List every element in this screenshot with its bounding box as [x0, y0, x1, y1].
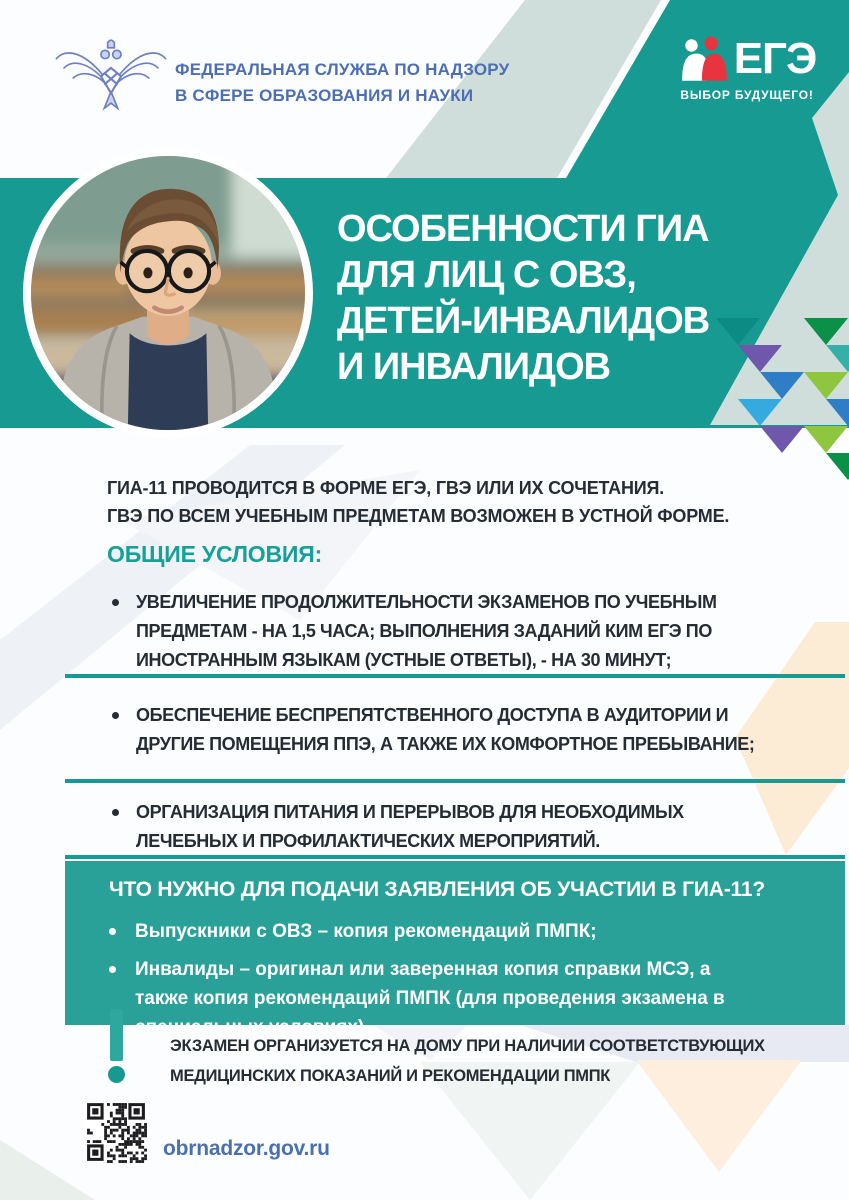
- ege-wordmark: ЕГЭ: [733, 34, 817, 83]
- intro-line1: ГИА-11 ПРОВОДИТСЯ В ФОРМЕ ЕГЭ, ГВЭ ИЛИ ИХ СОЧЕТАНИЯ.: [107, 478, 665, 498]
- agency-name-line1: ФЕДЕРАЛЬНАЯ СЛУЖБА ПО НАДЗОРУ: [175, 60, 510, 79]
- intro-text: [107, 474, 729, 530]
- application-box-heading: ЧТО НУЖНО ДЛЯ ПОДАЧИ ЗАЯВЛЕНИЯ ОБ УЧАСТИИ В ГИА-11?: [109, 878, 765, 901]
- poster-title: [337, 206, 709, 390]
- condition-item-1-text: УВЕЛИЧЕНИЕ ПРОДОЛЖИТЕЛЬНОСТИ ЭКЗАМЕНОВ ПО УЧЕБНЫМ ПРЕДМЕТАМ - НА 1,5 ЧАСА; ВЫПОЛНЕНИЯ ЗАДАНИЙ КИМ ЕГЭ ПО ИНОСТРАННЫМ ЯЗЫКАМ (УСТНЫЕ ОТВЕТЫ), - НА 30 МИНУТ;: [136, 592, 717, 670]
- bullet-dot: [109, 966, 116, 973]
- divider-line: [65, 779, 845, 783]
- bullet-dot: [109, 928, 116, 935]
- general-conditions-heading: ОБЩИЕ УСЛОВИЯ:: [107, 541, 323, 567]
- bullet-dot: [112, 599, 119, 606]
- divider-line: [65, 674, 845, 678]
- mosaic-triangle: [804, 426, 848, 453]
- title-line: И ИНВАЛИДОВ: [337, 346, 611, 388]
- title-line: ДЕТЕЙ-ИНВАЛИДОВ: [337, 300, 710, 342]
- condition-item-3: [136, 798, 776, 856]
- condition-item-3-text: ОРГАНИЗАЦИЯ ПИТАНИЯ И ПЕРЕРЫВОВ ДЛЯ НЕОБХОДИМЫХ ЛЕЧЕБНЫХ И ПРОФИЛАКТИЧЕСКИХ МЕРОПРИЯТИЙ.: [136, 802, 684, 851]
- divider-line: [65, 855, 845, 859]
- exclamation-mark-icon: [110, 1009, 123, 1061]
- application-requirements-box: [65, 861, 845, 1038]
- application-item-2: [109, 955, 755, 1042]
- bullet-dot: [112, 712, 119, 719]
- title-line: ДЛЯ ЛИЦ С ОВЗ,: [337, 254, 636, 296]
- exclamation-dot-icon: [108, 1066, 125, 1083]
- agency-name: [175, 57, 509, 109]
- mosaic-triangle: [760, 426, 804, 453]
- condition-item-2-text: ОБЕСПЕЧЕНИЕ БЕСПРЕПЯТСТВЕННОГО ДОСТУПА В АУДИТОРИИ И ДРУГИЕ ПОМЕЩЕНИЯ ППЭ, А ТАКЖЕ ИХ КОМФОРТНОЕ ПРЕБЫВАНИЕ;: [136, 705, 755, 754]
- application-item-2-text: Инвалиды – оригинал или заверенная копия справки МСЭ, а также копия рекомендаций ПМПК (для проведения экзамена в специальных условиях).: [135, 959, 725, 1038]
- ege-people-icon: [678, 34, 732, 84]
- intro-line2: ГВЭ ПО ВСЕМ УЧЕБНЫМ ПРЕДМЕТАМ ВОЗМОЖЕН В УСТНОЙ ФОРМЕ.: [107, 506, 730, 526]
- application-item-1: [109, 917, 755, 946]
- condition-item-1: [136, 588, 776, 675]
- home-exam-note: ЭКЗАМЕН ОРГАНИЗУЕТСЯ НА ДОМУ ПРИ НАЛИЧИИ СООТВЕТСТВУЮЩИХ МЕДИЦИНСКИХ ПОКАЗАНИЙ И РЕКОМЕНДАЦИИ ПМПК: [170, 1037, 765, 1085]
- ege-tagline: ВЫБОР БУДУЩЕГО!: [680, 88, 814, 102]
- student-photo: [23, 148, 313, 438]
- qr-code: [85, 1101, 147, 1163]
- agency-name-line2: В СФЕРЕ ОБРАЗОВАНИЯ И НАУКИ: [175, 86, 474, 105]
- bullet-dot: [112, 809, 119, 816]
- application-item-1-text: Выпускники с ОВЗ – копия рекомендаций ПМПК;: [135, 921, 597, 942]
- rosobrnadzor-emblem-icon: [50, 36, 172, 120]
- ege-logo: [658, 34, 836, 102]
- website-link[interactable]: obrnadzor.gov.ru: [163, 1137, 330, 1160]
- title-line: ОСОБЕННОСТИ ГИА: [337, 208, 709, 250]
- mosaic-triangle: [826, 453, 849, 480]
- condition-item-2: [136, 701, 776, 759]
